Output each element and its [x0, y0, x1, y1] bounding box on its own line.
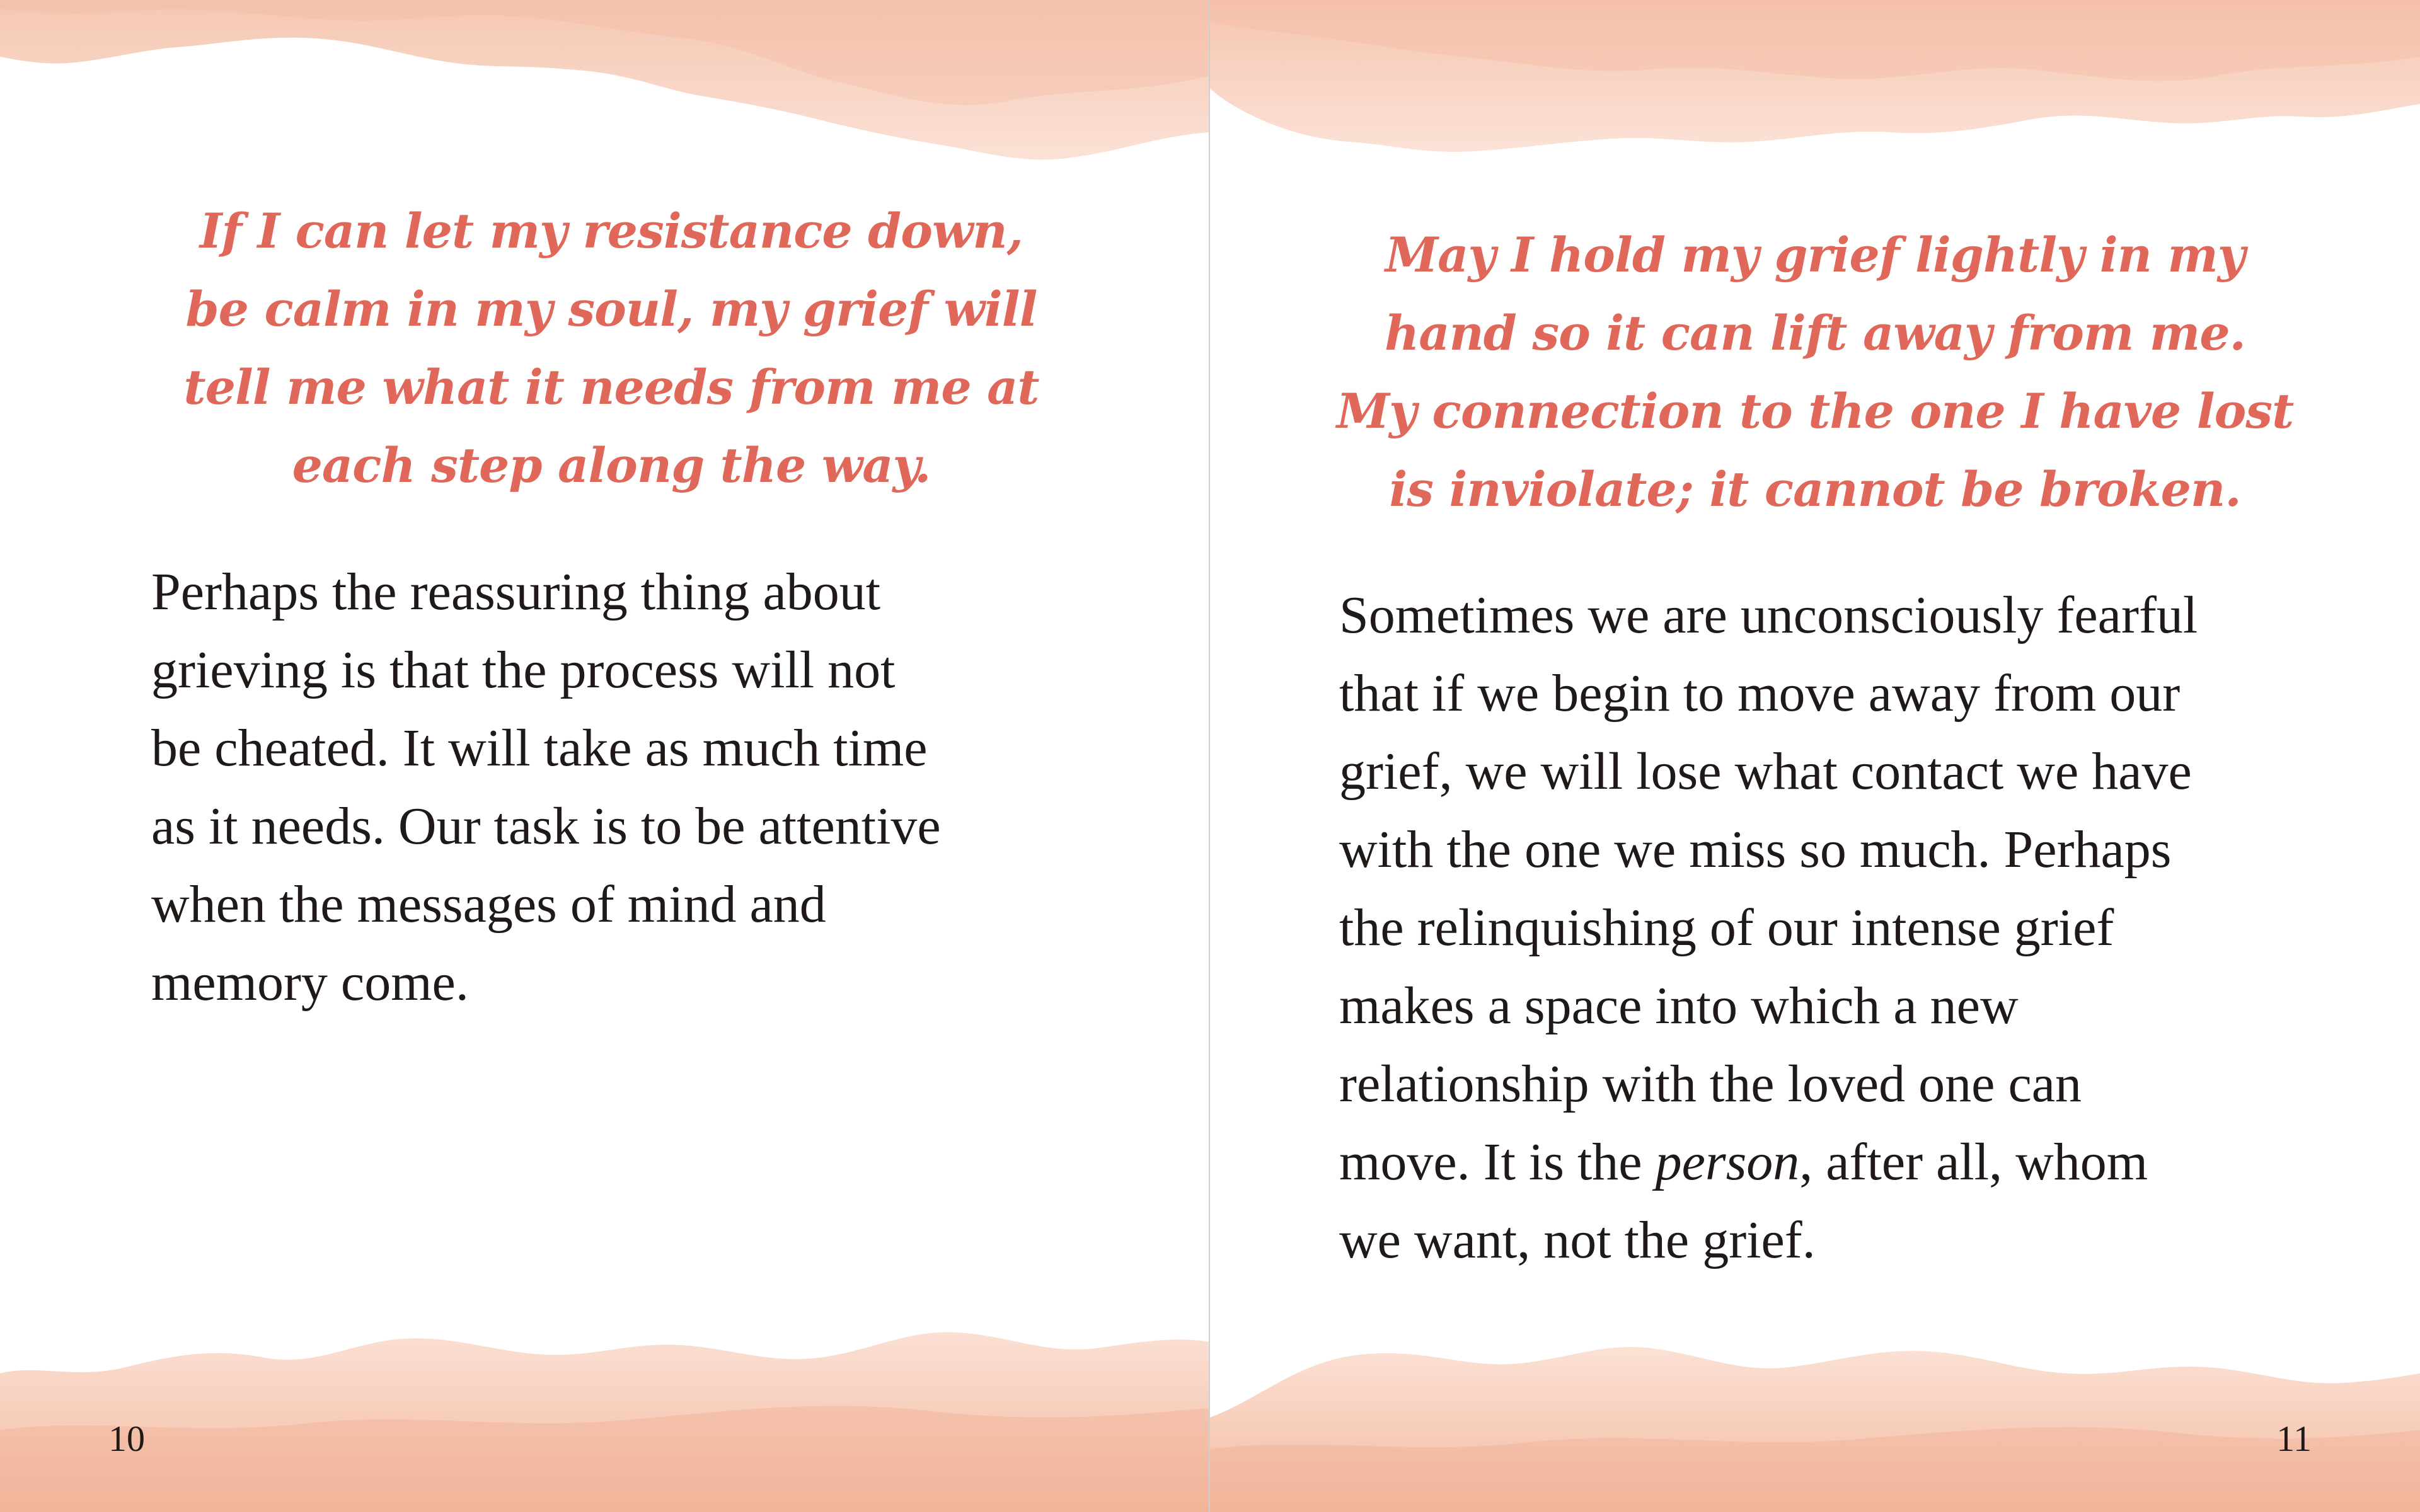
page-number: 11	[2276, 1418, 2312, 1459]
right-quote	[1298, 216, 2332, 529]
left-body-line: when the messages of mind and	[151, 875, 826, 934]
emphasized-word: person	[1655, 1133, 1800, 1191]
right-body-line: makes a space into which a new	[1339, 976, 2019, 1035]
right-body-line: Sometimes we are unconsciously fearful	[1339, 586, 2198, 644]
left-body-paragraph	[151, 553, 1134, 1022]
left-body-line: memory come.	[151, 953, 469, 1012]
right-body-line: relationship with the loved one can	[1339, 1055, 2082, 1113]
left-quote-line: be calm in my soul, my grief will	[185, 281, 1037, 337]
right-body-paragraph	[1339, 576, 2373, 1280]
left-body-line: be cheated. It will take as much time	[151, 719, 928, 777]
right-quote-line: May I hold my grief lightly in my	[1385, 227, 2245, 283]
watercolor-wash-bottom-right	[1210, 1304, 2420, 1512]
right-body-line-with-emphasis	[1339, 1123, 2373, 1201]
left-body-line: Perhaps the reassuring thing about	[151, 563, 881, 621]
right-body-line: we want, not the grief.	[1339, 1211, 1816, 1269]
right-body-line: the relinquishing of our intense grief	[1339, 898, 2114, 957]
watercolor-wash-bottom-left	[0, 1304, 1210, 1512]
left-quote-line: tell me what it needs from me at	[183, 359, 1039, 415]
right-body-line: that if we begin to move away from our	[1339, 664, 2181, 723]
left-body-line: grieving is that the process will not	[151, 641, 896, 699]
line-text-before: move. It is the	[1339, 1133, 1656, 1191]
watercolor-wash-top-left	[0, 0, 1210, 189]
left-quote	[139, 192, 1084, 505]
right-quote-line: is inviolate; it cannot be broken.	[1389, 461, 2241, 517]
page-number: 10	[108, 1418, 145, 1459]
watercolor-wash-top-right	[1210, 0, 2420, 189]
right-quote-line: hand so it can lift away from me.	[1384, 305, 2246, 361]
right-page	[1210, 0, 2420, 1512]
right-body-line: grief, we will lose what contact we have	[1339, 742, 2192, 801]
left-body-line: as it needs. Our task is to be attentive	[151, 797, 941, 856]
line-text-after: , after all, whom	[1799, 1133, 2148, 1191]
left-quote-line: each step along the way.	[292, 437, 931, 493]
right-quote-line: My connection to the one I have lost	[1336, 383, 2294, 439]
right-body-line: with the one we miss so much. Perhaps	[1339, 820, 2172, 879]
left-quote-line: If I can let my resistance down,	[199, 203, 1023, 259]
